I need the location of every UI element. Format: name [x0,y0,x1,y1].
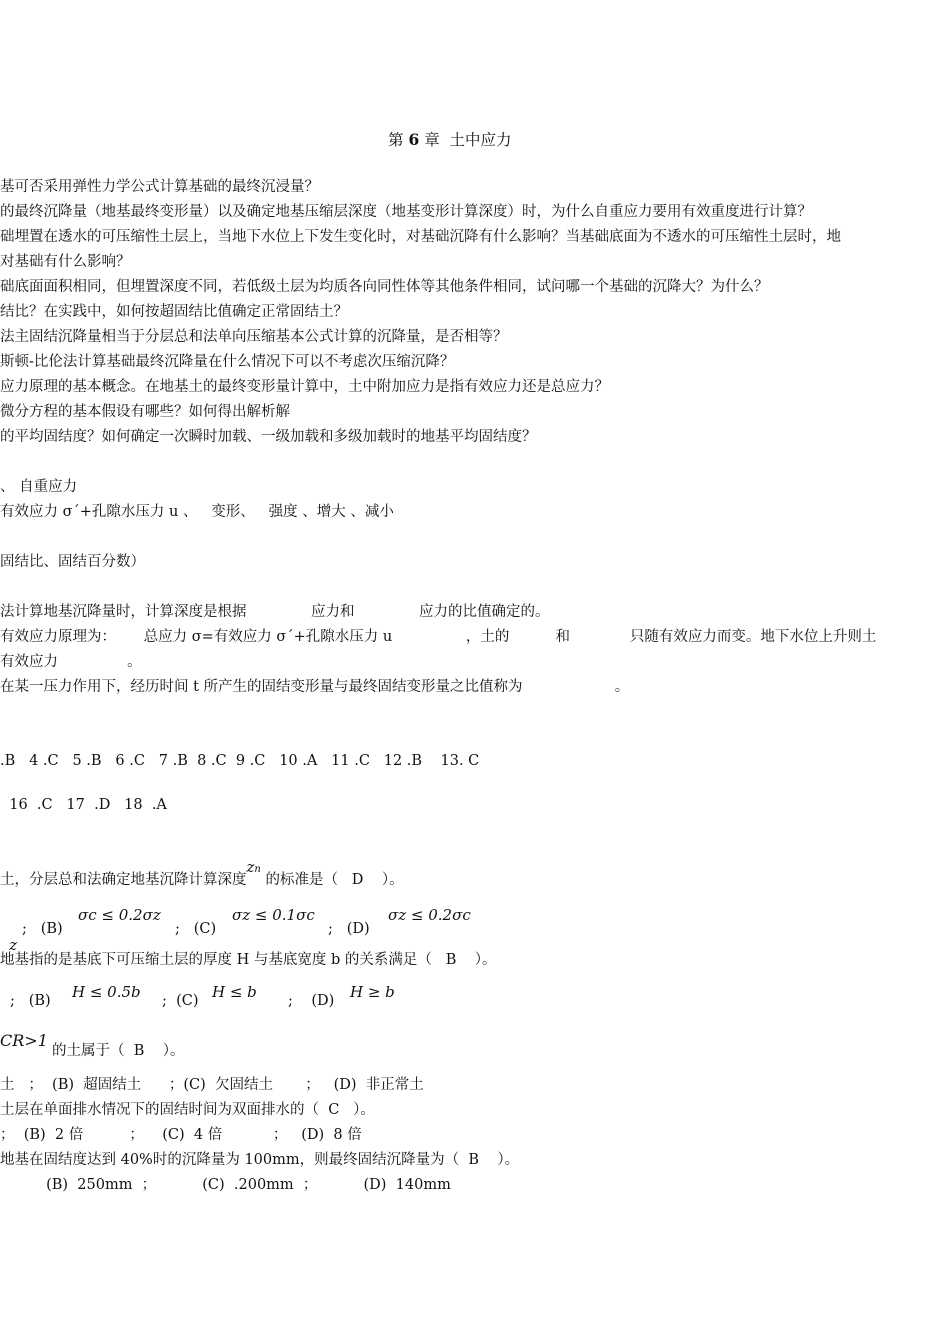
mc-q1-options [0,918,17,955]
answer-line-1: 、 自重应力 [0,479,78,495]
mc-q3-tail: 的土属于（ B ）。 [52,1043,185,1059]
mc-q2-opt-b-formula: H ≤ 0.5b [72,983,141,1001]
mc-q2-opt-c-label: ; (C) [162,993,199,1009]
mc-q4-options: ； (B) 2 倍 ； (C) 4 倍 ； (D) 8 倍 [0,1127,362,1143]
question-9: 微分方程的基本假设有哪些？如何得出解析解 [0,404,290,420]
choice-answers-1: .B 4 .C 5 .B 6 .C 7 .B 8 .C 9 .C 10 .A 11 .C 12 .B 13. C [0,753,480,769]
mc-q5-stem: 地基在固结度达到 40%时的沉降量为 100mm，则最终固结沉降量为（ B ）。 [0,1152,520,1168]
blank-question-3: 在某一压力作用下，经历时间 t 所产生的固结变形量与最终固结变形量之比值称为 。 [0,679,630,695]
mc-q1-opt-d-label: ; (D) [328,921,370,937]
mc-q3-formula: CR>1 [0,1031,48,1050]
chapter-title: 第 6 章 土中应力 [388,130,512,149]
mc-q3-options: 土 ； (B) 超固结土 ；(C) 欠固结土 ； (D) 非正常土 [0,1077,424,1093]
answer-line-2: 有效应力 σ´+孔隙水压力 u 、 变形、 强度 、增大 、减小 [0,504,394,520]
question-2: 的最终沉降量（地基最终变形量）以及确定地基压缩层深度（地基变形计算深度）时，为什么自重应力要用有效重度进行计算？ [0,204,812,220]
question-8: 应力原理的基本概念。在地基土的最终变形量计算中，土中附加应力是指有效应力还是总应力？ [0,379,609,395]
question-3: 础埋置在透水的可压缩性土层上，当地下水位上下发生变化时，对基础沉降有什么影响？当基础底面为不透水的可压缩性土层时，地 [0,229,841,245]
mc-q1-stem: 土，分层总和法确定地基沉降计算深度zn 的标准是（ D ）。 [0,858,404,888]
blank-question-2: 有效应力原理为： 总应力 σ=有效应力 σ´+孔隙水压力 u ，土的 和 只随有效应力而变。地下水位上升则土 [0,629,877,645]
question-6: 法主固结沉降量相当于分层总和法单向压缩基本公式计算的沉降量，是否相等？ [0,329,508,345]
mc-q2-opt-b-label: ; (B) [10,993,51,1009]
mc-q2-stem: 地基指的是基底下可压缩土层的厚度 H 与基底宽度 b 的关系满足（ B ）。 [0,952,497,968]
choice-answers-2: 16 .C 17 .D 18 .A [0,797,167,813]
question-4: 础底面面积相同，但埋置深度不同，若低级土层为均质各向同性体等其他条件相同，试问哪一个基础的沉降大？为什么？ [0,279,769,295]
mc-q1-opt-c-formula: σz ≤ 0.1σc [232,906,315,924]
mc-q1-opt-c-label: ; (C) [175,921,217,937]
question-5: 结比？在实践中，如何按超固结比值确定正常固结土？ [0,304,348,320]
mc-q1-optA-tail: z [9,936,18,954]
mc-q2-opt-c-formula: H ≤ b [212,983,257,1001]
mc-q4-stem: 土层在单面排水情况下的固结时间为双面排水的（ C ）。 [0,1102,375,1118]
mc-q2-opt-d-label: ; (D) [288,993,335,1009]
mc-q1-var: zn [246,858,261,876]
answer-line-3: 固结比、固结百分数） [0,554,145,570]
mc-q1-opt-b-formula: σc ≤ 0.2σz [78,906,161,924]
question-7: 斯顿-比伦法计算基础最终沉降量在什么情况下可以不考虑次压缩沉降？ [0,354,455,370]
question-3-cont: 对基础有什么影响？ [0,254,131,270]
mc-q1-opt-d-formula: σz ≤ 0.2σc [388,906,471,924]
question-10: 的平均固结度？如何确定一次瞬时加载、一级加载和多级加载时的地基平均固结度？ [0,429,537,445]
mc-q1-opt-b-label: ; (B) [22,921,63,937]
blank-question-2-cont: 有效应力 。 [0,654,142,670]
blank-question-1: 法计算地基沉降量时，计算深度是根据 应力和 应力的比值确定的。 [0,604,550,620]
question-1: 基可否采用弹性力学公式计算基础的最终沉浸量？ [0,179,319,195]
mc-q2-opt-d-formula: H ≥ b [350,983,395,1001]
mc-q5-options: (B) 250mm ； (C) .200mm ； (D) 140mm [0,1177,451,1193]
